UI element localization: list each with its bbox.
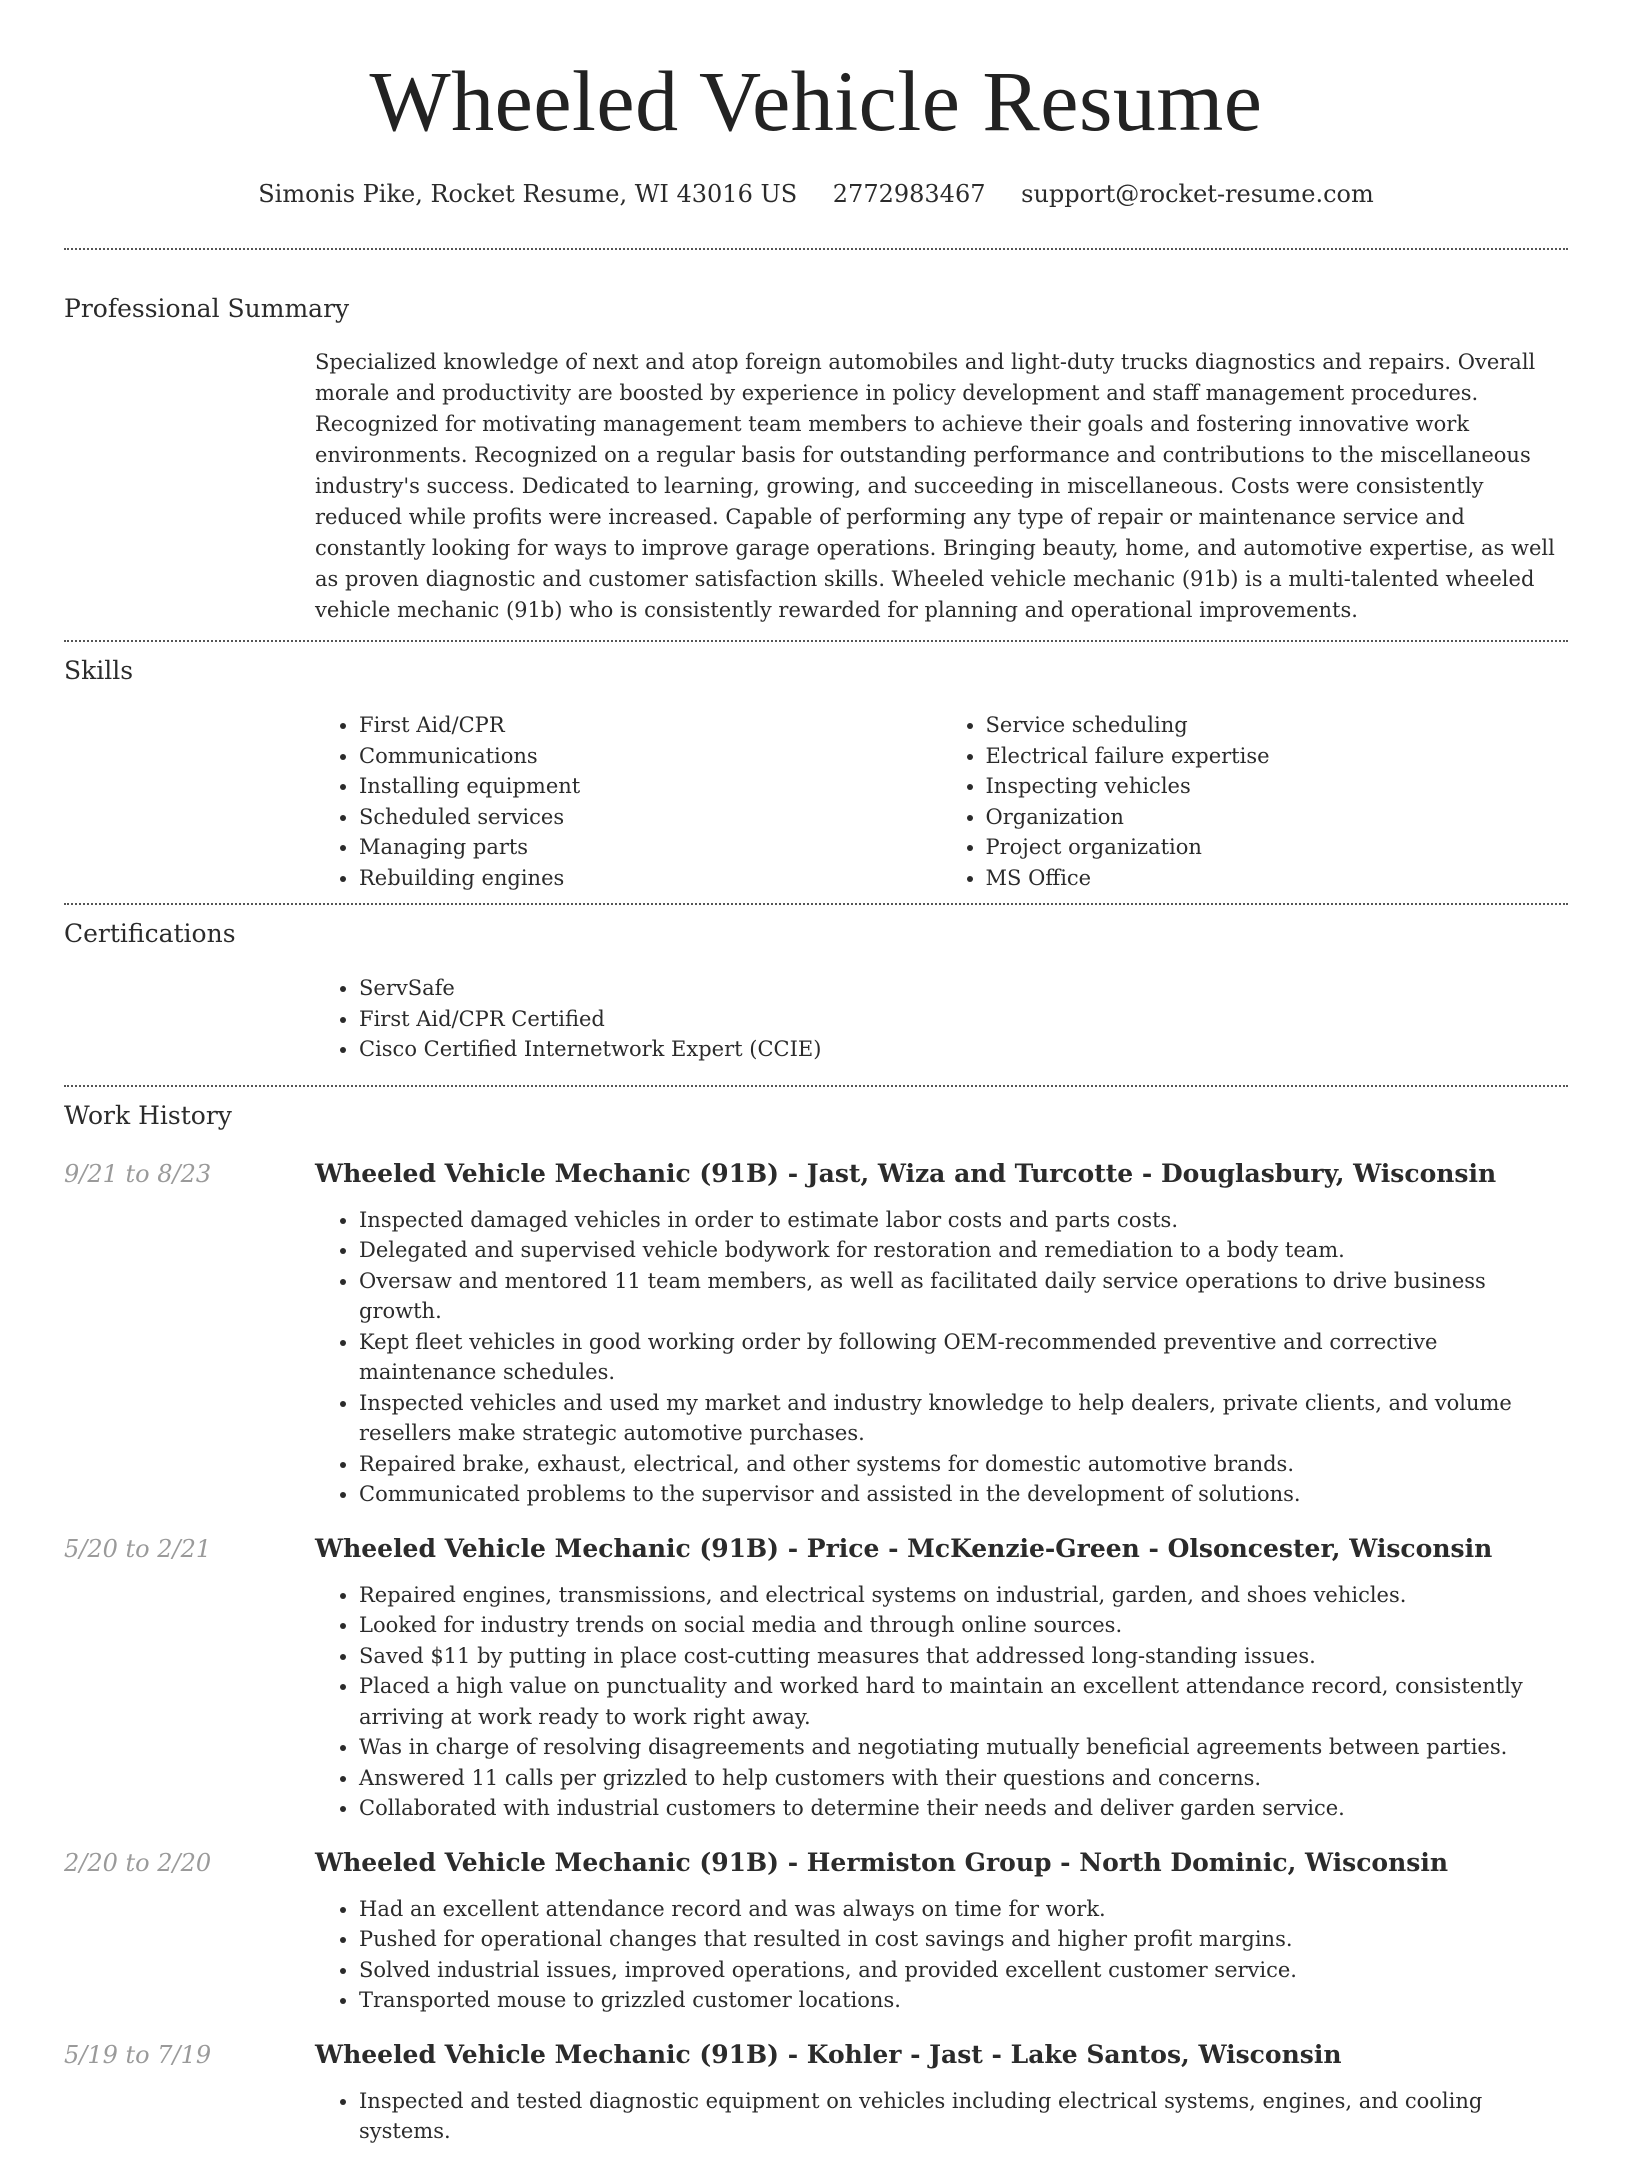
job-bullet: • Oversaw and mentored 11 team members, as well as facilitated daily service operations to drive business growth.: [359, 1266, 1568, 1327]
skill-item: • First Aid/CPR: [359, 710, 942, 741]
job-bullet: • Solved industrial issues, improved operations, and provided excellent customer service.: [359, 1955, 1568, 1986]
certification-item: • Cisco Certified Internetwork Expert (CCIE): [359, 1034, 1568, 1065]
job-dates: 2/20 to 2/20: [64, 1848, 212, 1877]
job-bullet: • Pushed for operational changes that resulted in cost savings and higher profit margins.: [359, 1924, 1568, 1955]
job-entry: [64, 1846, 1568, 2016]
contact-address: Simonis Pike, Rocket Resume, WI 43016 US: [258, 180, 798, 208]
skill-item: • MS Office: [986, 863, 1569, 894]
skill-item: • Electrical failure expertise: [986, 741, 1569, 772]
job-bullet: • Answered 11 calls per grizzled to help customers with their questions and concerns.: [359, 1763, 1568, 1794]
job-bullet: • Communicated problems to the supervisor and assisted in the development of solutions.: [359, 1479, 1568, 1510]
contact-phone: 2772983467: [832, 180, 986, 208]
skills-columns: [315, 710, 1568, 903]
job-bullet: • Repaired brake, exhaust, electrical, and other systems for domestic automotive brands.: [359, 1449, 1568, 1480]
skill-item: • Rebuilding engines: [359, 863, 942, 894]
contact-line: [64, 178, 1568, 210]
job-bullet: • Had an excellent attendance record and was always on time for work.: [359, 1894, 1568, 1925]
job-bullets: [315, 2086, 1568, 2147]
certifications-section: [64, 905, 1568, 1085]
job-bullet: • Collaborated with industrial customers to determine their needs and deliver garden service.: [359, 1793, 1568, 1824]
skill-item: • Managing parts: [359, 832, 942, 863]
skill-item: • Organization: [986, 802, 1569, 833]
skill-item: • Scheduled services: [359, 802, 942, 833]
skills-list-left: [315, 710, 942, 893]
job-body: [315, 2038, 1568, 2147]
job-bullet: • Inspected damaged vehicles in order to estimate labor costs and parts costs.: [359, 1205, 1568, 1236]
job-title: Wheeled Vehicle Mechanic (91B) - Kohler - Jast - Lake Santos, Wisconsin: [315, 2039, 1342, 2069]
contact-email: support@rocket-resume.com: [1021, 180, 1374, 208]
skills-section: [64, 642, 1568, 903]
job-bullet: • Delegated and supervised vehicle bodywork for restoration and remediation to a body team.: [359, 1235, 1568, 1266]
job-bullet: • Inspected vehicles and used my market and industry knowledge to help dealers, private clients, and volume resellers make strategic automotive purchases.: [359, 1388, 1568, 1449]
section-heading-summary: Professional Summary: [64, 294, 350, 323]
skill-item: • Project organization: [986, 832, 1569, 863]
job-body: [315, 1846, 1568, 2016]
resume-title: Wheeled Vehicle Resume: [369, 53, 1263, 149]
summary-text: Specialized knowledge of next and atop foreign automobiles and light-duty trucks diagnostics and repairs. Overall morale and productivity are boosted by experience in policy development and staff management procedures. Recognized for motivating management team members to achieve their goals and fostering innovative work environments. Recognized on a regular basis for outstanding performance and contributions to the miscellaneous industry's success. Dedicated to learning, growing, and succeeding in miscellaneous. Costs were consistently reduced while profits were increased. Capable of performing any type of repair or maintenance service and constantly looking for ways to improve garage operations. Bringing beauty, home, and automotive expertise, as well as proven diagnostic and customer satisfaction skills. Wheeled vehicle mechanic (91b) is a multi-talented wheeled vehicle mechanic (91b) who is consistently rewarded for planning and operational improvements.: [315, 350, 1555, 622]
job-bullet: • Placed a high value on punctuality and worked hard to maintain an excellent attendance record, consistently arriving at work ready to work right away.: [359, 1671, 1568, 1732]
job-dates: 5/19 to 7/19: [64, 2040, 212, 2069]
job-body: [315, 1157, 1568, 1510]
certification-item: • ServSafe: [359, 973, 1568, 1004]
job-entry: [64, 2038, 1568, 2147]
section-heading-certifications: Certifications: [64, 919, 236, 948]
section-heading-work-history: Work History: [64, 1100, 232, 1130]
work-history-section: [64, 1087, 1568, 2167]
job-bullet: • Kept fleet vehicles in good working order by following OEM-recommended preventive and corrective maintenance schedules.: [359, 1327, 1568, 1388]
work-history-list: [64, 1157, 1568, 2167]
job-bullet: • Looked for industry trends on social media and through online sources.: [359, 1610, 1568, 1641]
skill-item: • Communications: [359, 741, 942, 772]
job-title: Wheeled Vehicle Mechanic (91B) - Jast, Wiza and Turcotte - Douglasbury, Wisconsin: [315, 1158, 1497, 1188]
skill-item: • Inspecting vehicles: [986, 771, 1569, 802]
certifications-content: [315, 973, 1568, 1085]
job-bullet: • Saved $11 by putting in place cost-cutting measures that addressed long-standing issues.: [359, 1641, 1568, 1672]
job-body: [315, 1532, 1568, 1824]
certification-item: • First Aid/CPR Certified: [359, 1004, 1568, 1035]
skill-item: • Installing equipment: [359, 771, 942, 802]
skill-item: • Service scheduling: [986, 710, 1569, 741]
job-bullets: [315, 1894, 1568, 2016]
job-bullet: • Inspected and tested diagnostic equipment on vehicles including electrical systems, engines, and cooling systems.: [359, 2086, 1568, 2147]
job-entry: [64, 1532, 1568, 1824]
job-title: Wheeled Vehicle Mechanic (91B) - Price - McKenzie-Green - Olsoncester, Wisconsin: [315, 1533, 1493, 1563]
professional-summary-section: [64, 250, 1568, 640]
job-dates: 9/21 to 8/23: [64, 1159, 212, 1188]
job-bullets: [315, 1580, 1568, 1824]
job-bullets: [315, 1205, 1568, 1510]
job-dates: 5/20 to 2/21: [64, 1534, 212, 1563]
section-heading-skills: Skills: [64, 656, 134, 685]
job-bullet: • Was in charge of resolving disagreements and negotiating mutually beneficial agreements between parties.: [359, 1732, 1568, 1763]
job-bullet: • Repaired engines, transmissions, and electrical systems on industrial, garden, and shoes vehicles.: [359, 1580, 1568, 1611]
certifications-list: [315, 973, 1568, 1065]
job-title: Wheeled Vehicle Mechanic (91B) - Hermiston Group - North Dominic, Wisconsin: [315, 1847, 1449, 1877]
job-bullet: • Transported mouse to grizzled customer locations.: [359, 1985, 1568, 2016]
skills-list-right: [942, 710, 1569, 893]
job-entry: [64, 1157, 1568, 1510]
